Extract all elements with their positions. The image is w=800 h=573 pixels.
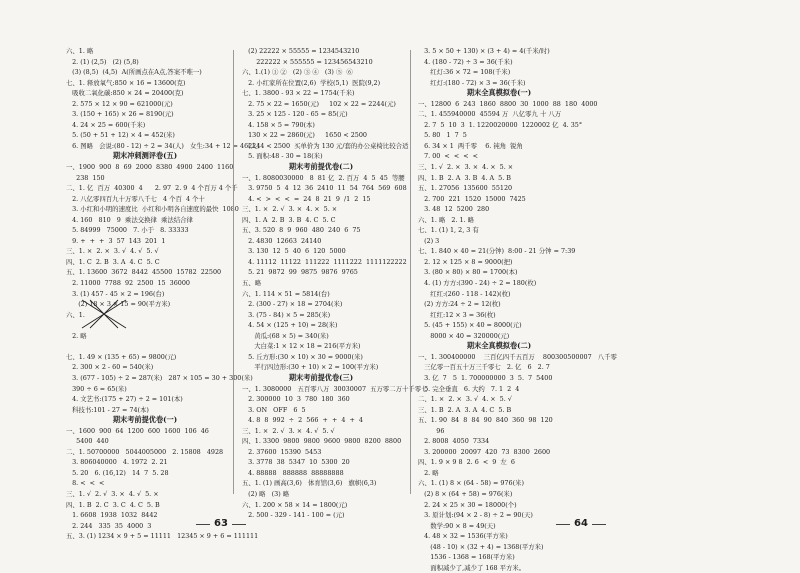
answer-line: 4. 158 × 5 = 790(本) [242, 120, 315, 129]
answer-line: 5. 面积:48 - 30 = 18(米) [242, 152, 323, 161]
answer-line: 5. 21 9872 99 9875 9876 9765 [242, 268, 358, 277]
answer-line: 五、1. 90 84 8 84 90 840 360 98 120 [418, 416, 553, 425]
answer-line: 大白菜:1 × 12 × 18 = 216(平方米) [242, 342, 361, 351]
answer-line: 2. 12 × 125 × 8 = 9000(把) [418, 257, 513, 266]
answer-line: 五、1. 13600 3672 8442 45500 15782 22500 [66, 268, 222, 277]
answer-line: 七、1. 3800 - 93 × 22 = 1754(千米) [242, 89, 355, 98]
answer-line: 4. 160 810 9 乘法交换律 乘法结合律 [66, 215, 193, 224]
answer-line: 4. 文艺书:(175 + 27) ÷ 2 = 101(本) [66, 395, 183, 404]
answer-line: 4. (1) 方方:(390 - 24) ÷ 2 = 180(枚) [418, 279, 537, 288]
answer-line: 4. (180 - 72) ÷ 3 = 36(千米) [418, 57, 513, 66]
answer-line: 七、1. 释放氧气:850 × 16 = 13600(克) [66, 78, 186, 87]
page-number-dash [232, 524, 246, 525]
answer-line: (2) 8 × (64 + 58) = 976(米) [418, 489, 513, 498]
answer-line: 数学:90 × 8 = 49(天) [418, 521, 496, 530]
answer-line: 2. (300 - 27) × 18 = 2704(米) [242, 300, 343, 309]
answer-line: 6. 图略 会说:(80 - 12) ÷ 2 = 34(人) 女生:34 + 12 = 46(人) [66, 141, 260, 150]
answer-line: 3. (80 × 80) × 80 = 1700(本) [418, 268, 518, 277]
answer-line: 3. 原计划:(94 × 2 - 8) ÷ 2 = 90(天) [418, 511, 533, 520]
answer-line: 六、1.(1) ① ② (2) ③ ④ (3) ⑤ ⑥ [242, 68, 353, 77]
answer-line: 二、1. 50700000 5044005000 2. 15808 4928 [66, 447, 224, 456]
answer-line: 8. < < < [66, 479, 105, 488]
answer-line: 四、1. 3300 9800 9800 9600 9800 8200 8800 [242, 437, 402, 446]
answer-line: 黄瓜:(68 × 5) = 340(米) [242, 331, 329, 340]
answer-line: 4. 54 × (125 + 10) = 28(米) [242, 321, 338, 330]
answer-line: 5. 完全垂直 6. 大约 7. 1 2 4 [418, 384, 520, 393]
answer-line: 五、1. 27056 135600 55120 [418, 184, 513, 193]
answer-line: 130 × 22 = 2860(元) 1650 < 2500 [242, 131, 368, 140]
answer-line: 2. (1) (2,5) (2) (5,8) [66, 57, 139, 66]
answer-line: 七、1. 49 × (135 + 65) = 9800(元) [66, 352, 177, 361]
answer-line: (2) 方方:24 ÷ 2 = 12(枚) [418, 300, 501, 309]
answer-line: 8000 × 40 = 320000(元) [418, 331, 510, 340]
answer-line: 四、1. 9 × 9 8 2. 6 < 9 左 6 [418, 458, 515, 467]
answer-line: (48 - 10) × (32 + 4) = 1368(平方米) [418, 542, 544, 551]
answer-line: (3) (8,5) (4,5) A(所画点在A点,答案不唯一) [66, 68, 202, 77]
column-divider [233, 50, 234, 494]
answer-line: 一、1. 300400000 三百亿四千五百万 800300500007 八千零 [418, 352, 617, 361]
answer-line: 三亿零一百五十万三千零七 2. 亿 6 2. 7 [418, 363, 550, 372]
answer-line [66, 341, 224, 352]
answer-line: 2. 略 [66, 331, 87, 340]
answer-line: 3. 亿 7 5 1. 700000000 3 5. 7 5400 [418, 373, 553, 382]
answer-line: 5. (50 + 51 + 12) × 4 = 452(米) [66, 131, 175, 140]
answer-line: 面积减少了,减少了 168 平方米。 [418, 563, 526, 572]
answer-line: 3. 200000 20097 420 73 8300 2600 [418, 447, 551, 456]
answer-line: 3. 5 × 50 + 130) × (3 + 4) = 4(千米/时) [418, 47, 550, 55]
answer-line: 平行四边形:(30 + 10) × 2 = 100(平方米) [242, 363, 379, 372]
answer-line: 三、1. × 2. √ 3. × 4. × 5. × [242, 205, 338, 214]
answer-line: 2. 700 221 1520 15000 7425 [418, 194, 526, 203]
answer-line: 5. 80 1 7 5 [418, 131, 467, 140]
answer-line: 吸收二氧化碳:850 × 24 = 20400(克) [66, 89, 184, 98]
answer-line: 9. + + + 3 57 143 201 1 [66, 236, 166, 245]
answer-line: 二、1. × 2. × 3. √ 4. × 5. √ [418, 395, 512, 404]
answer-line: 2. 300 × 2 - 60 = 540(米) [66, 363, 154, 372]
page-number-dash [196, 524, 210, 525]
answer-line: 5. 20 6. (16,12) 14 7 5. 28 [66, 468, 169, 477]
answer-line: 2. 24 × 25 × 30 = 18000(个) [418, 500, 517, 509]
answer-line: 3. (1) 457 - 45 × 2 = 196(台) [66, 289, 165, 298]
answer-line: 3. 小红和小明的速度比 小红和小明各自速度的最快 1080 [66, 205, 239, 214]
section-heading: 期末考前提优卷(二) [288, 162, 354, 172]
answer-line: 5400 440 [66, 437, 109, 446]
column-divider [410, 50, 411, 494]
page-number-dash [592, 524, 606, 525]
section-heading: 期末考前提优卷(三) [288, 372, 354, 382]
answer-line: 一、1600 900 64 1200 600 1600 106 46 [66, 426, 209, 435]
answer-line: 2. 75 × 22 = 1650(元) 102 × 22 = 2244(元) [242, 99, 396, 108]
answer-line: 2. 4830 12663 24140 [242, 236, 322, 245]
answer-line: 三、1. √ 2. √ 3. × 4. √ 5. × [66, 489, 159, 498]
answer-line: 1. 6608 1938 1032 8442 [66, 511, 158, 520]
answer-line: (2) 略 (3) 略 [242, 489, 290, 498]
section-heading: 期末全真模拟卷(一) [466, 88, 532, 98]
answer-line: 2. 略 [418, 468, 439, 477]
answer-line: 390 ÷ 6 = 65(米) [66, 384, 127, 393]
answer-line: 4. 88888 888888 88888888 [242, 468, 344, 477]
page-number-left: 63 [214, 518, 228, 529]
answer-line: 五、3. 520 8 9 960 480 240 6 75 [242, 226, 361, 235]
answer-line: 96 [418, 426, 445, 435]
answer-line: 三、1. B 2. A 3. A 4. C 5. B [418, 405, 512, 414]
answer-line: 四、1. A 2. B 3. B 4. C 5. C [242, 215, 336, 224]
answer-line: 4. < > < < = 24 8 21 9 /1 2 15 [242, 194, 371, 203]
answer-line: 一、1. 3080000 五百零八万 30030007 五万零二万十千零七 [242, 384, 428, 393]
answer-line: 红红:(260 - 118 - 142)(枚) [418, 289, 511, 298]
answer-line: 六、1. 略 2. 1. 略 [418, 215, 475, 224]
answer-line: 2. 11000 7788 92 2500 15 36000 [66, 279, 190, 288]
answer-line: 5. 丘方形:(30 × 10) × 30 = 9000(米) [242, 352, 363, 361]
answer-line: (2) 18 × 3 × 15 = 90(平方米) [66, 300, 171, 309]
answer-line: 2. 8008 4050 7334 [418, 437, 490, 446]
answer-line: 七、1. 840 × 40 = 21(分钟) 8:00 - 21 分钟 = 7:39 [418, 247, 576, 256]
answer-line: 4. 48 × 32 = 1536(平方米) [418, 532, 508, 541]
answer-line: 3. (677 - 105) ÷ 2 = 287(米) 287 × 105 = 30 + 300(米) [66, 373, 253, 382]
answer-line: 2. 八亿零四百九十万零八千七 4 个百 4 个十 [66, 194, 205, 203]
answer-line: 5. (45 + 155) × 40 = 8000(元) [418, 321, 522, 330]
answer-line: 3. 3778 38 5347 10 5300 20 [242, 458, 350, 467]
answer-line: 六、1. [66, 310, 85, 319]
answer-column-2 [242, 46, 428, 521]
answer-line: 一、12800 6 243 1860 8800 30 1000 88 180 4000 [418, 99, 598, 108]
answer-line: 三、1. × 2. × 3. √ 4. √ 5. √ [66, 247, 159, 256]
answer-line: 3. 806040000 4. 1972 2. 21 [66, 458, 168, 467]
answer-line: 科技书:101 - 27 = 74(本) [66, 405, 149, 414]
answer-line: 一、1900 900 8 69 2000 8380 4900 2400 1160 [66, 163, 234, 172]
answer-line: 一、1. 8080030000 8 81 亿 2. 百万 4 5 45 等腰 [242, 173, 405, 182]
answer-line: 2. 7 5 10 3 1. 1220020000 1220002 亿 4. 35° [418, 120, 583, 129]
answer-line: 四、1. C 2. B 3. A 4. C 5. C [66, 257, 160, 266]
answer-line: 2. 小红家所在位置(2,6) 学校(5,1) 医院(9,2) [242, 78, 381, 87]
answer-line: 六、1. 114 × 51 = 5814(台) [242, 289, 330, 298]
answer-line: 六、1. 略 [66, 47, 94, 55]
answer-line: 3. 48 12 5200 280 [418, 205, 490, 214]
answer-line: 三、1. × 2. √ 3. × 4. √ 5. √ [242, 426, 335, 435]
page-number-right: 64 [574, 518, 588, 529]
answer-line: 四、1. B 2. A 3. B 4. A 5. B [418, 173, 511, 182]
answer-line: 六、1. (1) 8 × (64 - 58) = 976(米) [418, 479, 524, 488]
answer-line: 五、略 [242, 279, 262, 288]
answer-line: 五、1. (1) 画高(3,6) 体育馆(3,6) 旗帜(6,3) [242, 479, 377, 488]
answer-line: 4. 8 8 992 ÷ 2 566 + + 4 + 4 [242, 416, 363, 425]
answer-line: 四、1. B 2. C 3. C 4. C 5. B [66, 500, 160, 509]
answer-line: 3. 25 × 125 - 120 - 65 = 85(元) [242, 110, 348, 119]
answer-line: 3. (150 + 165) × 26 = 8190(元) [66, 110, 174, 119]
section-heading: 期末全真模拟卷(二) [466, 341, 532, 351]
answer-line: 七、1. (1) 1, 2, 3 有 [418, 226, 479, 235]
answer-line: 3. ON OFF 6 5 [242, 405, 306, 414]
answer-line: 2. 500 - 329 - 141 - 100 = (元) [242, 511, 345, 520]
answer-line: 六、1. 200 × 58 × 14 = 1800(元) [242, 500, 348, 509]
answer-line: 2. 300000 10 3 780 180 360 [242, 395, 350, 404]
answer-line: 3. (75 - 84) × 5 = 285(米) [242, 310, 331, 319]
answer-line: 五、3. (1) 1234 × 9 + 5 = 11111 12345 × 9 + 6 = 111111 [66, 532, 259, 541]
answer-line: 红红:12 × 3 = 36(枚) [418, 310, 496, 319]
answer-line: 5. 84999 75000 7. 小于 8. 33333 [66, 226, 189, 235]
answer-line: 二、1. 亿 百万 40300 4 2. 97 2. 9 4 个百万 4 个千 [66, 184, 238, 193]
answer-line: 二、1. 455940000 45594 万 八亿零九 十 八万 [418, 110, 562, 119]
answer-line: 2244 < 2500 买单价为 130 元/套的办公桌椅比较合适 [242, 141, 409, 150]
answer-line: 4. 11112 11122 111222 1111222 1111122222 [242, 257, 407, 266]
matching-lines-figure [74, 297, 154, 331]
answer-line: 三、1. √ 2. × 3. × 4. × 5. × [418, 163, 514, 172]
page-number-dash [556, 524, 570, 525]
answer-column-3 [418, 46, 617, 573]
answer-line: 1536 - 1368 = 168(平方米) [418, 553, 515, 562]
answer-line: 3. 130 12 5 40 6 120 5000 [242, 247, 346, 256]
answer-line: 红灯:(180 - 72) × 3 = 36(千米) [418, 78, 526, 87]
answer-line: 222222 × 555555 = 123456543210 [242, 57, 373, 66]
answer-line: 3. 9750 5 4 12 36 2410 11 54 764 569 608 [242, 184, 407, 193]
answer-line: 238 150 [66, 173, 105, 182]
section-heading: 期末冲刺测评卷(五) [112, 151, 178, 161]
answer-line: 红灯:36 × 72 = 108(千米) [418, 68, 511, 77]
answer-line: (2) 22222 × 55555 = 1234543210 [242, 47, 360, 55]
answer-line: 2. 37600 15390 5453 [242, 447, 322, 456]
answer-line: 2. 244 335 35 4000 3 [66, 521, 152, 530]
answer-line: 7. 00 < < < < [418, 152, 479, 161]
answer-line: 6. 34 × 1 两千零 6. 钝角 锐角 [418, 141, 523, 150]
answer-line: 2. 575 × 12 × 90 = 621000(元) [66, 99, 173, 108]
answer-line: (2) 3 [418, 236, 440, 245]
answer-line: 4. 24 × 25 = 600(千米) [66, 120, 146, 129]
section-heading: 期末考前提优卷(一) [112, 415, 178, 425]
